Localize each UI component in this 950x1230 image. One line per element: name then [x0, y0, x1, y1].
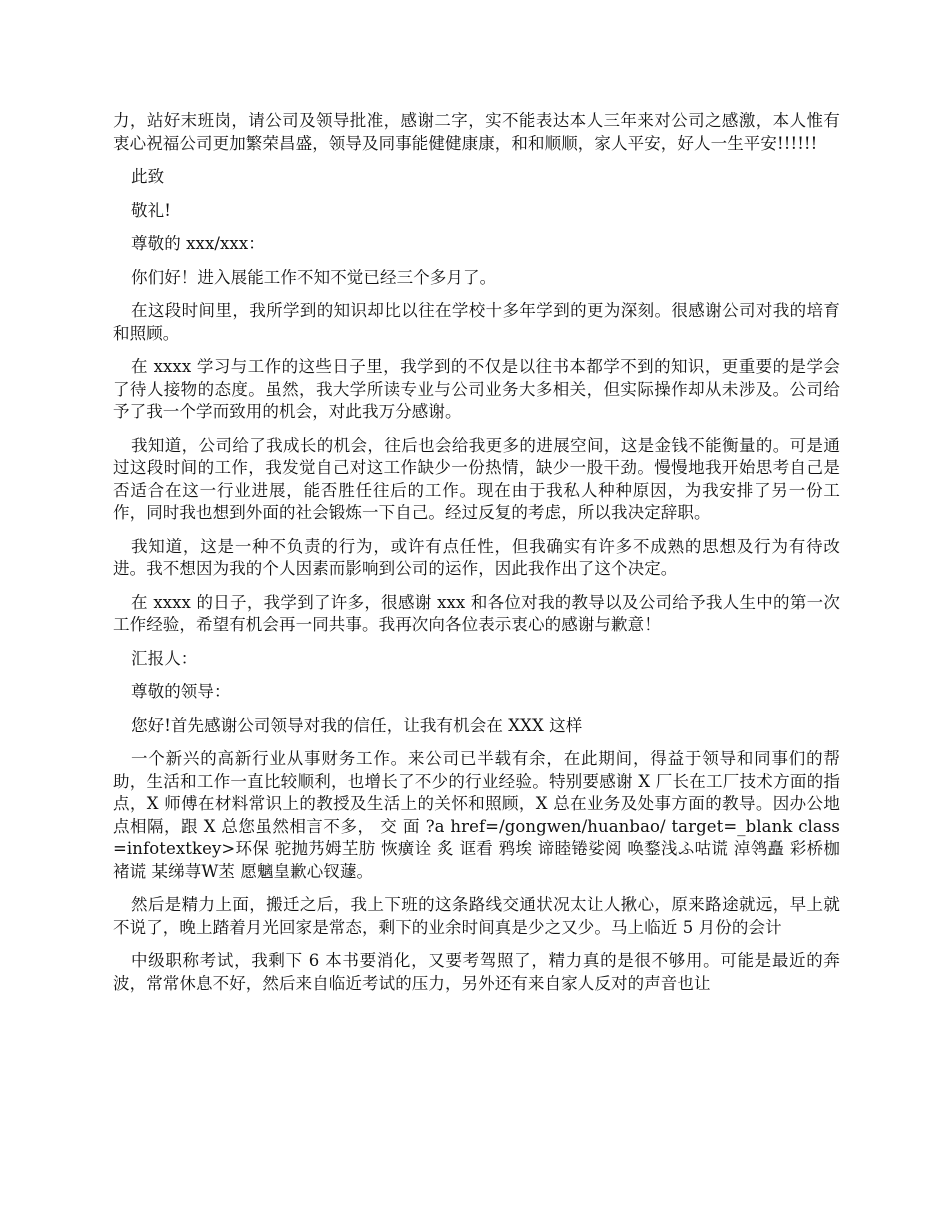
paragraph-responsibility: 我知道，这是一种不负责的行为，或许有点任性，但我确实有许多不成熟的思想及行为有待改进。我不想因为我的个人因素而影响到公司的运作，因此我作出了这个决定。	[113, 536, 840, 578]
paragraph-exam: 中级职称考试，我剩下 6 本书要消化，又要考驾照了，精力真的是很不够用。可能是最近的奔波，常常休息不好，然后来自临近考试的压力，另外还有来自家人反对的声音也让	[113, 951, 840, 993]
paragraph-intro-thanks: 您好!首先感谢公司领导对我的信任，让我有机会在 XXX 这样	[131, 715, 583, 735]
paragraph-energy: 然后是精力上面，搬迁之后，我上下班的这条路线交通状况太让人揪心，原来路途就远，早上就不说了，晚上踏着月光回家是常态，剩下的业余时间真是少之又少。马上临近 5 月份的会计	[113, 895, 840, 937]
paragraph-closing-wishes: 力，站好末班岗，请公司及领导批准，感谢二字，实不能表达本人三年来对公司之感激，本人惟有衷心祝福公司更加繁荣昌盛，领导及同事能健健康康，和和顺顺，家人平安，好人一生平安!!!!!!	[113, 111, 840, 153]
paragraph-salutation-cizhi: 此致	[131, 167, 165, 186]
paragraph-salutation-jingli: 敬礼!	[131, 200, 171, 220]
paragraph-finance-work: 一个新兴的高新行业从事财务工作。来公司已半载有余，在此期间，得益于领导和同事们的帮助，生活和工作一直比较顺利，也增长了不少的行业经验。特别要感谢 X 厂长在工厂技术方面的指点，X 师傅在材料常识上的教授及生活上的关怀和照顾，X 总在业务及处事方面的教导。因办公地点相隔，跟 X 总您虽然相言不多， 交 面 ?a href=/gongwen/huanbao/ target=_blank class=infotextkey>环保 驼抛艿姆芏肪 恢癀诠 炙 诓看 鸦埃 谛睦锩娑阅 唤鍪浅ふ咕谎 淖鸰矗 彩桥枷褚谎 某绨荨W苤 愿魑皇歉心钗蘧。	[113, 749, 840, 881]
document-page	[113, 110, 840, 1006]
paragraph-resignation-reason: 我知道，公司给了我成长的机会，往后也会给我更多的进展空间，这是金钱不能衡量的。可是通过这段时间的工作，我发觉自己对这工作缺少一份热情，缺少一股干劲。慢慢地我开始思考自己是否适合在这一行业进展，能否胜任往后的工作。现在由于我私人种种原因，为我安排了另一份工作，同时我也想到外面的社会锻炼一下自己。经过反复的考虑，所以我决定辞职。	[113, 435, 840, 522]
paragraph-greeting-recipient: 尊敬的 xxx/xxx：	[131, 234, 265, 253]
paragraph-work-experience: 在 xxxx 学习与工作的这些日子里，我学到的不仅是以往书本都学不到的知识，更重要的是学会了待人接物的态度。虽然，我大学所读专业与公司业务大多相关，但实际操作却从未涉及。公司给予了我一个学而致用的机会，对此我万分感谢。	[113, 357, 840, 421]
paragraph-hello: 你们好！进入展能工作不知不觉已经三个多月了。	[131, 267, 497, 287]
paragraph-greeting-leader: 尊敬的领导：	[131, 682, 231, 701]
paragraph-reporter: 汇报人：	[131, 648, 198, 668]
paragraph-thanks: 在 xxxx 的日子，我学到了许多，很感谢 xxx 和各位对我的教导以及公司给予我人生中的第一次工作经验，希望有机会再一同共事。我再次向各位表示衷心的感谢与歉意！	[113, 592, 840, 634]
paragraph-learning: 在这段时间里，我所学到的知识却比以往在学校十多年学到的更为深刻。很感谢公司对我的培育和照顾。	[113, 301, 840, 343]
